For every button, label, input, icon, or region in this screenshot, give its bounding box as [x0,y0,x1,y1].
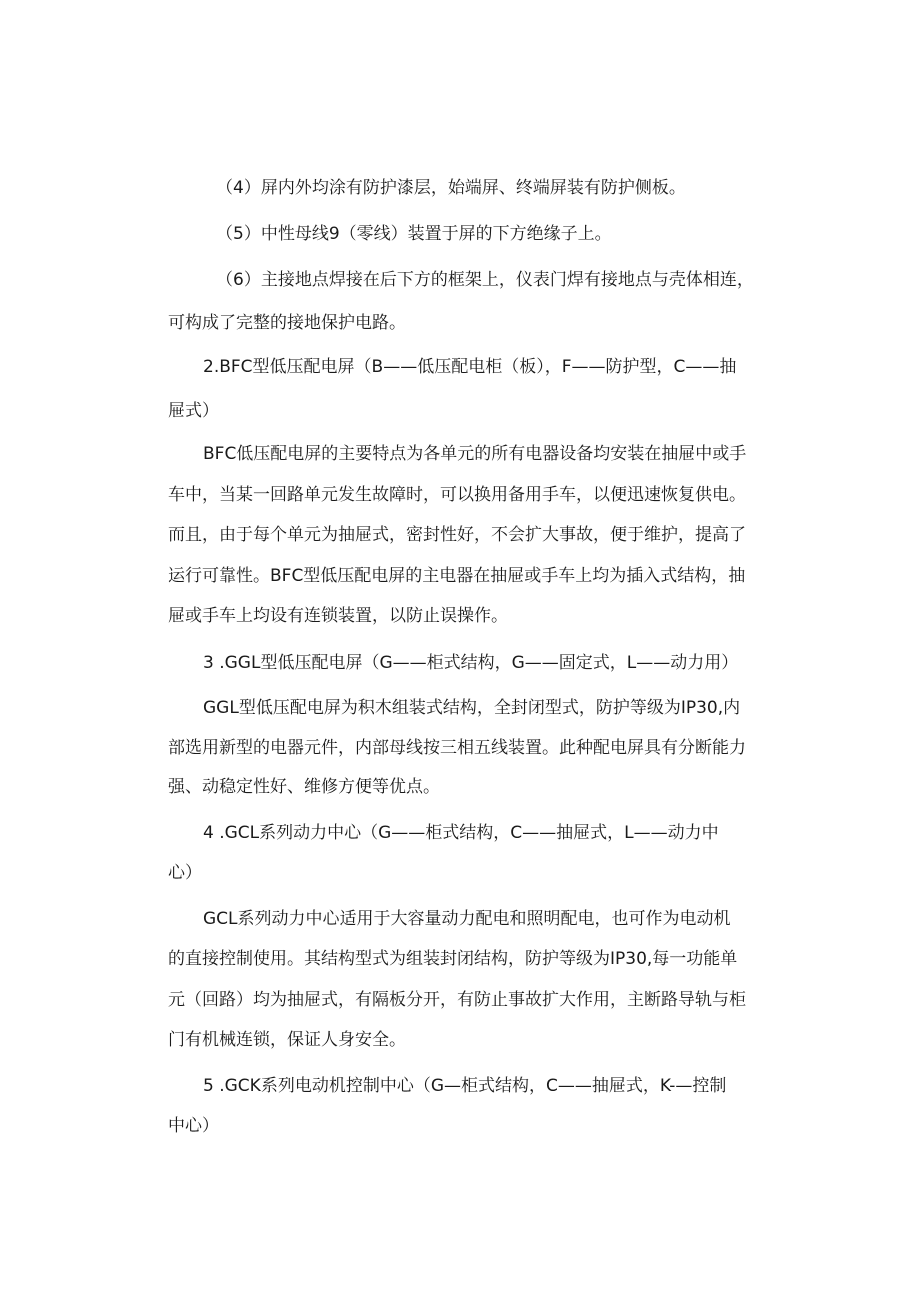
text-line: 部选用新型的电器元件，内部母线按三相五线装置。此种配电屏具有分断能力 [168,738,746,758]
text-line: （4）屏内外均涂有防护漆层，始端屏、终端屏装有防护侧板。 [216,178,686,198]
text-line: GGL型低压配电屏为积木组装式结构，全封闭型式，防护等级为IP30,内 [203,698,741,718]
text-line: 运行可靠性。BFC型低压配电屏的主电器在抽屉或手车上均为插入式结构，抽 [168,566,746,586]
text-line: 可构成了完整的接地保护电路。 [168,313,406,333]
text-line: GCL系列动力中心适用于大容量动力配电和照明配电，也可作为电动机 [203,909,731,929]
section-heading: 心） [168,863,202,883]
text-line: 强、动稳定性好、维修方便等优点。 [168,777,440,797]
section-heading: 3 .GGL型低压配电屏（G——柜式结构，G——固定式，L——动力用） [203,653,739,673]
text-line: 元（回路）均为抽屉式，有隔板分开，有防止事故扩大作用，主断路导轨与柜 [168,990,746,1010]
section-heading: 5 .GCK系列电动机控制中心（G—柜式结构，C——抽屉式，K-—控制 [203,1076,727,1096]
text-line: 的直接控制使用。其结构型式为组装封闭结构，防护等级为IP30,每一功能单 [168,949,738,969]
text-line: 车中，当某一回路单元发生故障时，可以换用备用手车，以便迅速恢复供电。 [168,485,746,505]
text-line: 屉或手车上均设有连锁装置，以防止误操作。 [168,606,508,626]
section-heading: 4 .GCL系列动力中心（G——柜式结构，C——抽屉式，L——动力中 [203,823,719,843]
text-line: （6）主接地点焊接在后下方的框架上，仪表门焊有接地点与壳体相连， [216,270,754,290]
section-heading: 屉式） [168,401,219,421]
text-line: BFC低压配电屏的主要特点为各单元的所有电器设备均安装在抽屉中或手 [203,444,747,464]
text-line: （5）中性母线9（零线）装置于屏的下方绝缘子上。 [216,224,612,244]
text-line: 而且，由于每个单元为抽屉式，密封性好，不会扩大事故，便于维护，提高了 [168,525,746,545]
text-line: 门有机械连锁，保证人身安全。 [168,1030,406,1050]
section-heading: 2.BFC型低压配电屏（B——低压配电柜（板），F——防护型，C——抽 [203,357,737,377]
section-heading: 中心） [168,1116,219,1136]
